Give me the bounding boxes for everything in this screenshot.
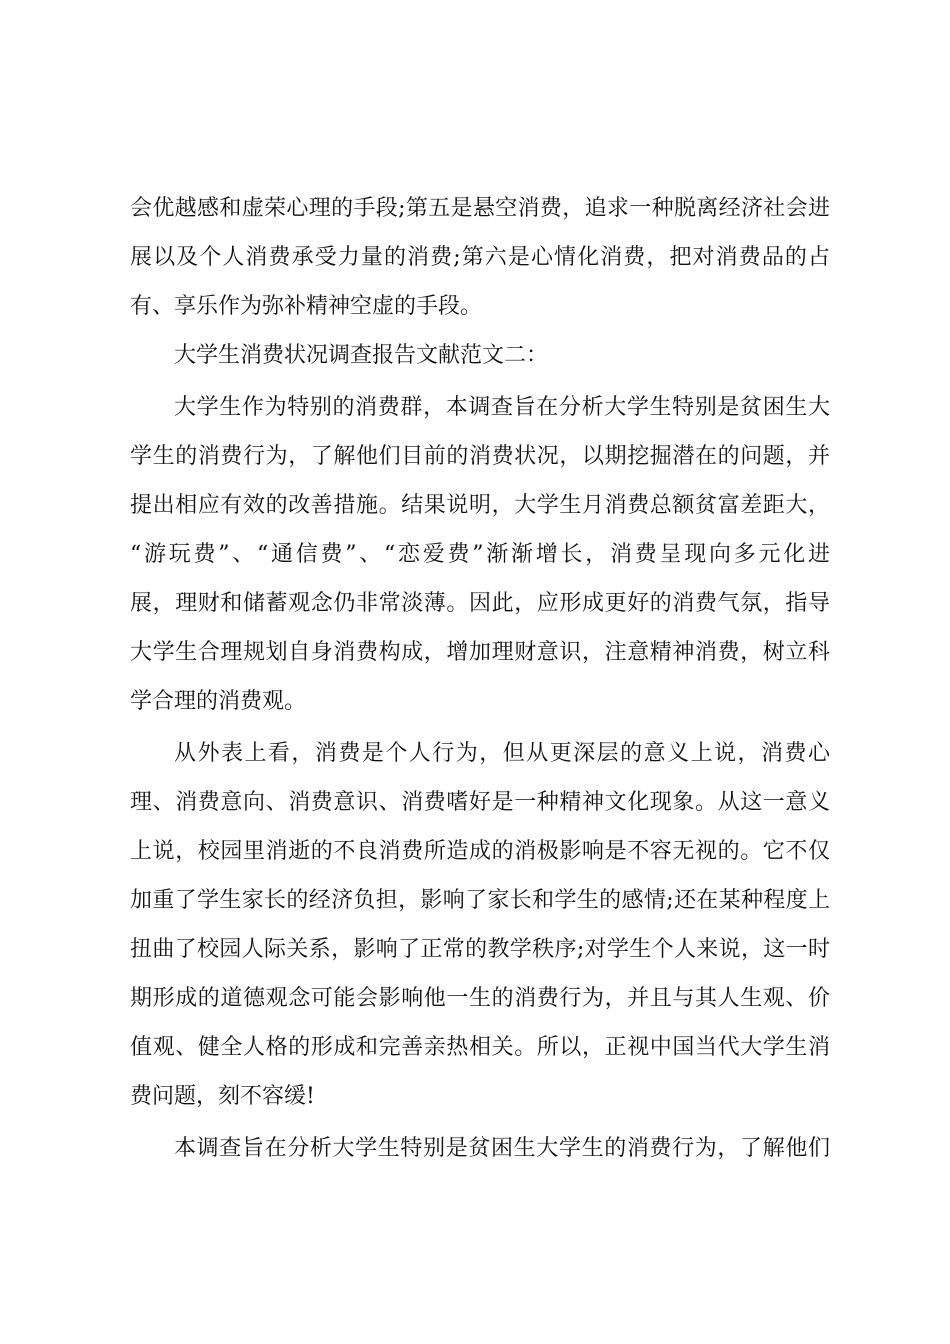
paragraph-5-line-1: 本调查旨在分析大学生特别是贫困生大学生的消费行为，了解他们: [174, 1136, 830, 1161]
paragraph-3-line-6: 大学生合理规划自身消费构成，增加理财意识，注意精神消费，树立科: [130, 640, 830, 665]
paragraph-4-line-6: 期形成的道德观念可能会影响他一生的消费行为，并且与其人生观、价: [130, 986, 830, 1011]
paragraph-3-line-2: 学生的消费行为，了解他们目前的消费状况，以期挖掘潜在的问题，并: [130, 444, 830, 469]
paragraph-4-line-7: 值观、健全人格的形成和完善亲热相关。所以，正视中国当代大学生消: [130, 1035, 830, 1060]
paragraph-4-line-1: 从外表上看，消费是个人行为，但从更深层的意义上说，消费心: [174, 741, 830, 766]
paragraph-3-line-1: 大学生作为特别的消费群，本调查旨在分析大学生特别是贫困生大: [174, 395, 830, 420]
paragraph-4-line-5: 扭曲了校园人际关系，影响了正常的教学秩序;对学生个人来说，这一时: [130, 937, 830, 962]
paragraph-3-line-4: “游玩费”、“通信费”、“恋爱费”渐渐增长，消费呈现向多元化进: [130, 542, 830, 567]
paragraph-3-line-3: 提出相应有效的改善措施。结果说明，大学生月消费总额贫富差距大，: [130, 493, 830, 518]
paragraph-4-line-8: 费问题，刻不容缓!: [130, 1084, 315, 1109]
paragraph-1-line-3: 有、享乐作为弥补精神空虚的手段。: [130, 294, 483, 319]
paragraph-4-line-4: 加重了学生家长的经济负担，影响了家长和学生的感情;还在某种程度上: [130, 888, 830, 913]
paragraph-4-line-2: 理、消费意向、消费意识、消费嗜好是一种精神文化现象。从这一意义: [130, 790, 830, 815]
paragraph-3-line-5: 展，理财和储蓄观念仍非常淡薄。因此，应形成更好的消费气氛，指导: [130, 591, 830, 616]
paragraph-4-line-3: 上说，校园里消逝的不良消费所造成的消极影响是不容无视的。它不仅: [130, 839, 830, 864]
section-heading: 大学生消费状况调查报告文献范文二：: [174, 343, 549, 368]
paragraph-3-line-7: 学合理的消费观。: [130, 689, 307, 714]
paragraph-1-line-2: 展以及个人消费承受力量的消费;第六是心情化消费，把对消费品的占: [130, 245, 830, 270]
paragraph-1-line-1: 会优越感和虚荣心理的手段;第五是悬空消费，追求一种脱离经济社会进: [130, 196, 830, 221]
